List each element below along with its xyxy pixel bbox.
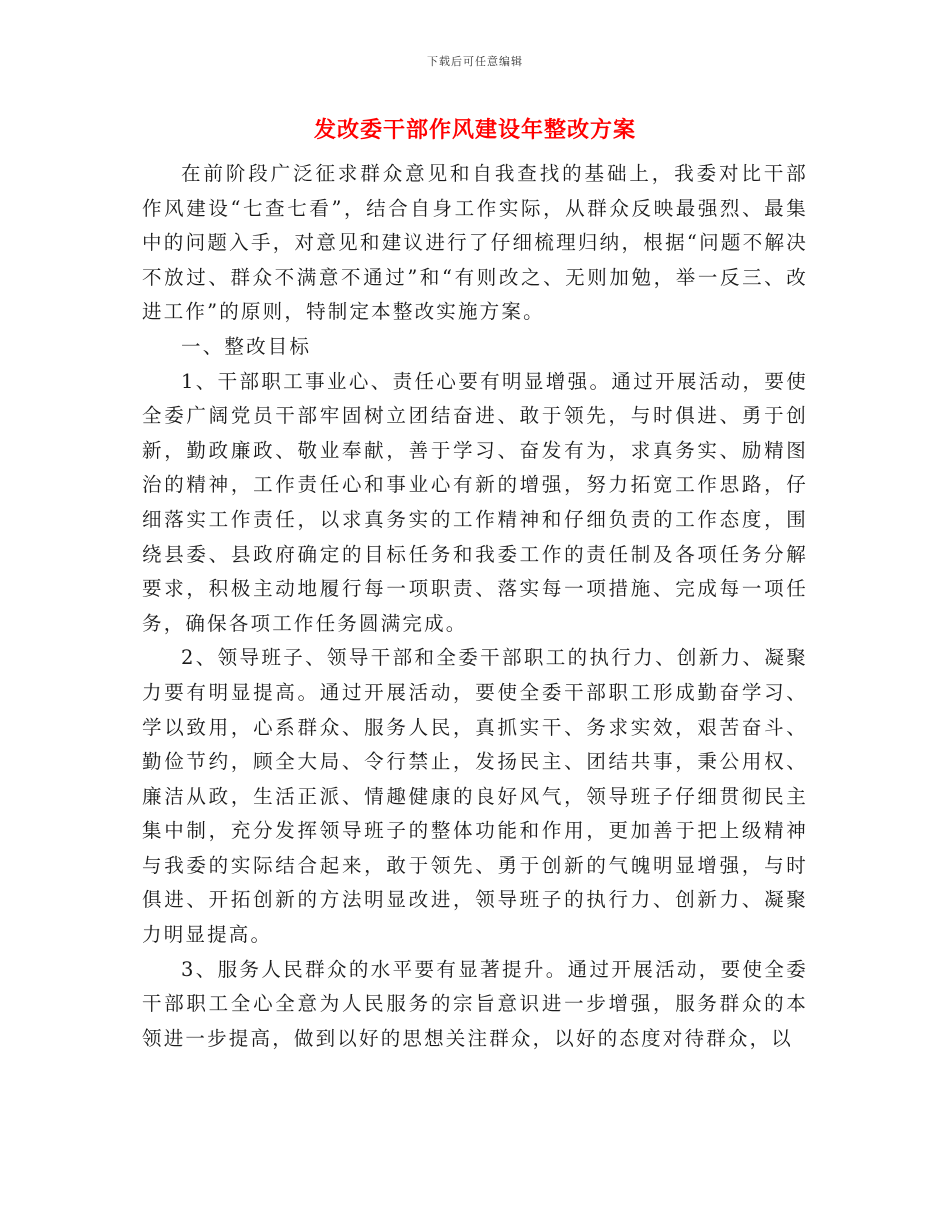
goal-paragraph-1: 1、干部职工事业心、责任心要有明显增强。通过开展活动，要使全委广阔党员干部牢固树立团结奋进、敢于领先，与时俱进、勇于创新，勤政廉政、敬业奉献，善于学习、奋发有为，求真务实、励精图治的精神，工作责任心和事业心有新的增强，努力拓宽工作思路，仔细落实工作责任，以求真务实的工作精神和仔细负责的工作态度，围绕县委、县政府确定的目标任务和我委工作的责任制及各项任务分解要求，积极主动地履行每一项职责、落实每一项措施、完成每一项任务，确保各项工作任务圆满完成。	[142, 369, 808, 635]
header-note: 下载后可任意编辑	[427, 55, 523, 68]
document-body	[142, 157, 808, 1056]
intro-paragraph: 在前阶段广泛征求群众意见和自我查找的基础上，我委对比干部作风建设“七查七看”，结合自身工作实际，从群众反映最强烈、最集中的问题入手，对意见和建议进行了仔细梳理归纳，根据“问题不解决不放过、群众不满意不通过”和“有则改之、无则加勉，举一反三、改进工作”的原则，特制定本整改实施方案。	[142, 162, 808, 324]
document-title: 发改委干部作风建设年整改方案	[313, 117, 636, 143]
goal-paragraph-2: 2、领导班子、领导干部和全委干部职工的执行力、创新力、凝聚力要有明显提高。通过开展活动，要使全委干部职工形成勤奋学习、学以致用，心系群众、服务人民，真抓实干、务求实效，艰苦奋斗、勤俭节约，顾全大局、令行禁止，发扬民主、团结共事，秉公用权、廉洁从政，生活正派、情趣健康的良好风气，领导班子仔细贯彻民主集中制，充分发挥领导班子的整体功能和作用，更加善于把上级精神与我委的实际结合起来，敢于领先、勇于创新的气魄明显增强，与时俱进、开拓创新的方法明显改进，领导班子的执行力、创新力、凝聚力明显提高。	[142, 646, 808, 947]
goal-paragraph-3: 3、服务人民群众的水平要有显著提升。通过开展活动，要使全委干部职工全心全意为人民服务的宗旨意识进一步增强，服务群众的本领进一步提高，做到以好的思想关注群众，以好的态度对待群众，以	[142, 957, 808, 1050]
section-heading: 一、整改目标	[181, 334, 312, 358]
